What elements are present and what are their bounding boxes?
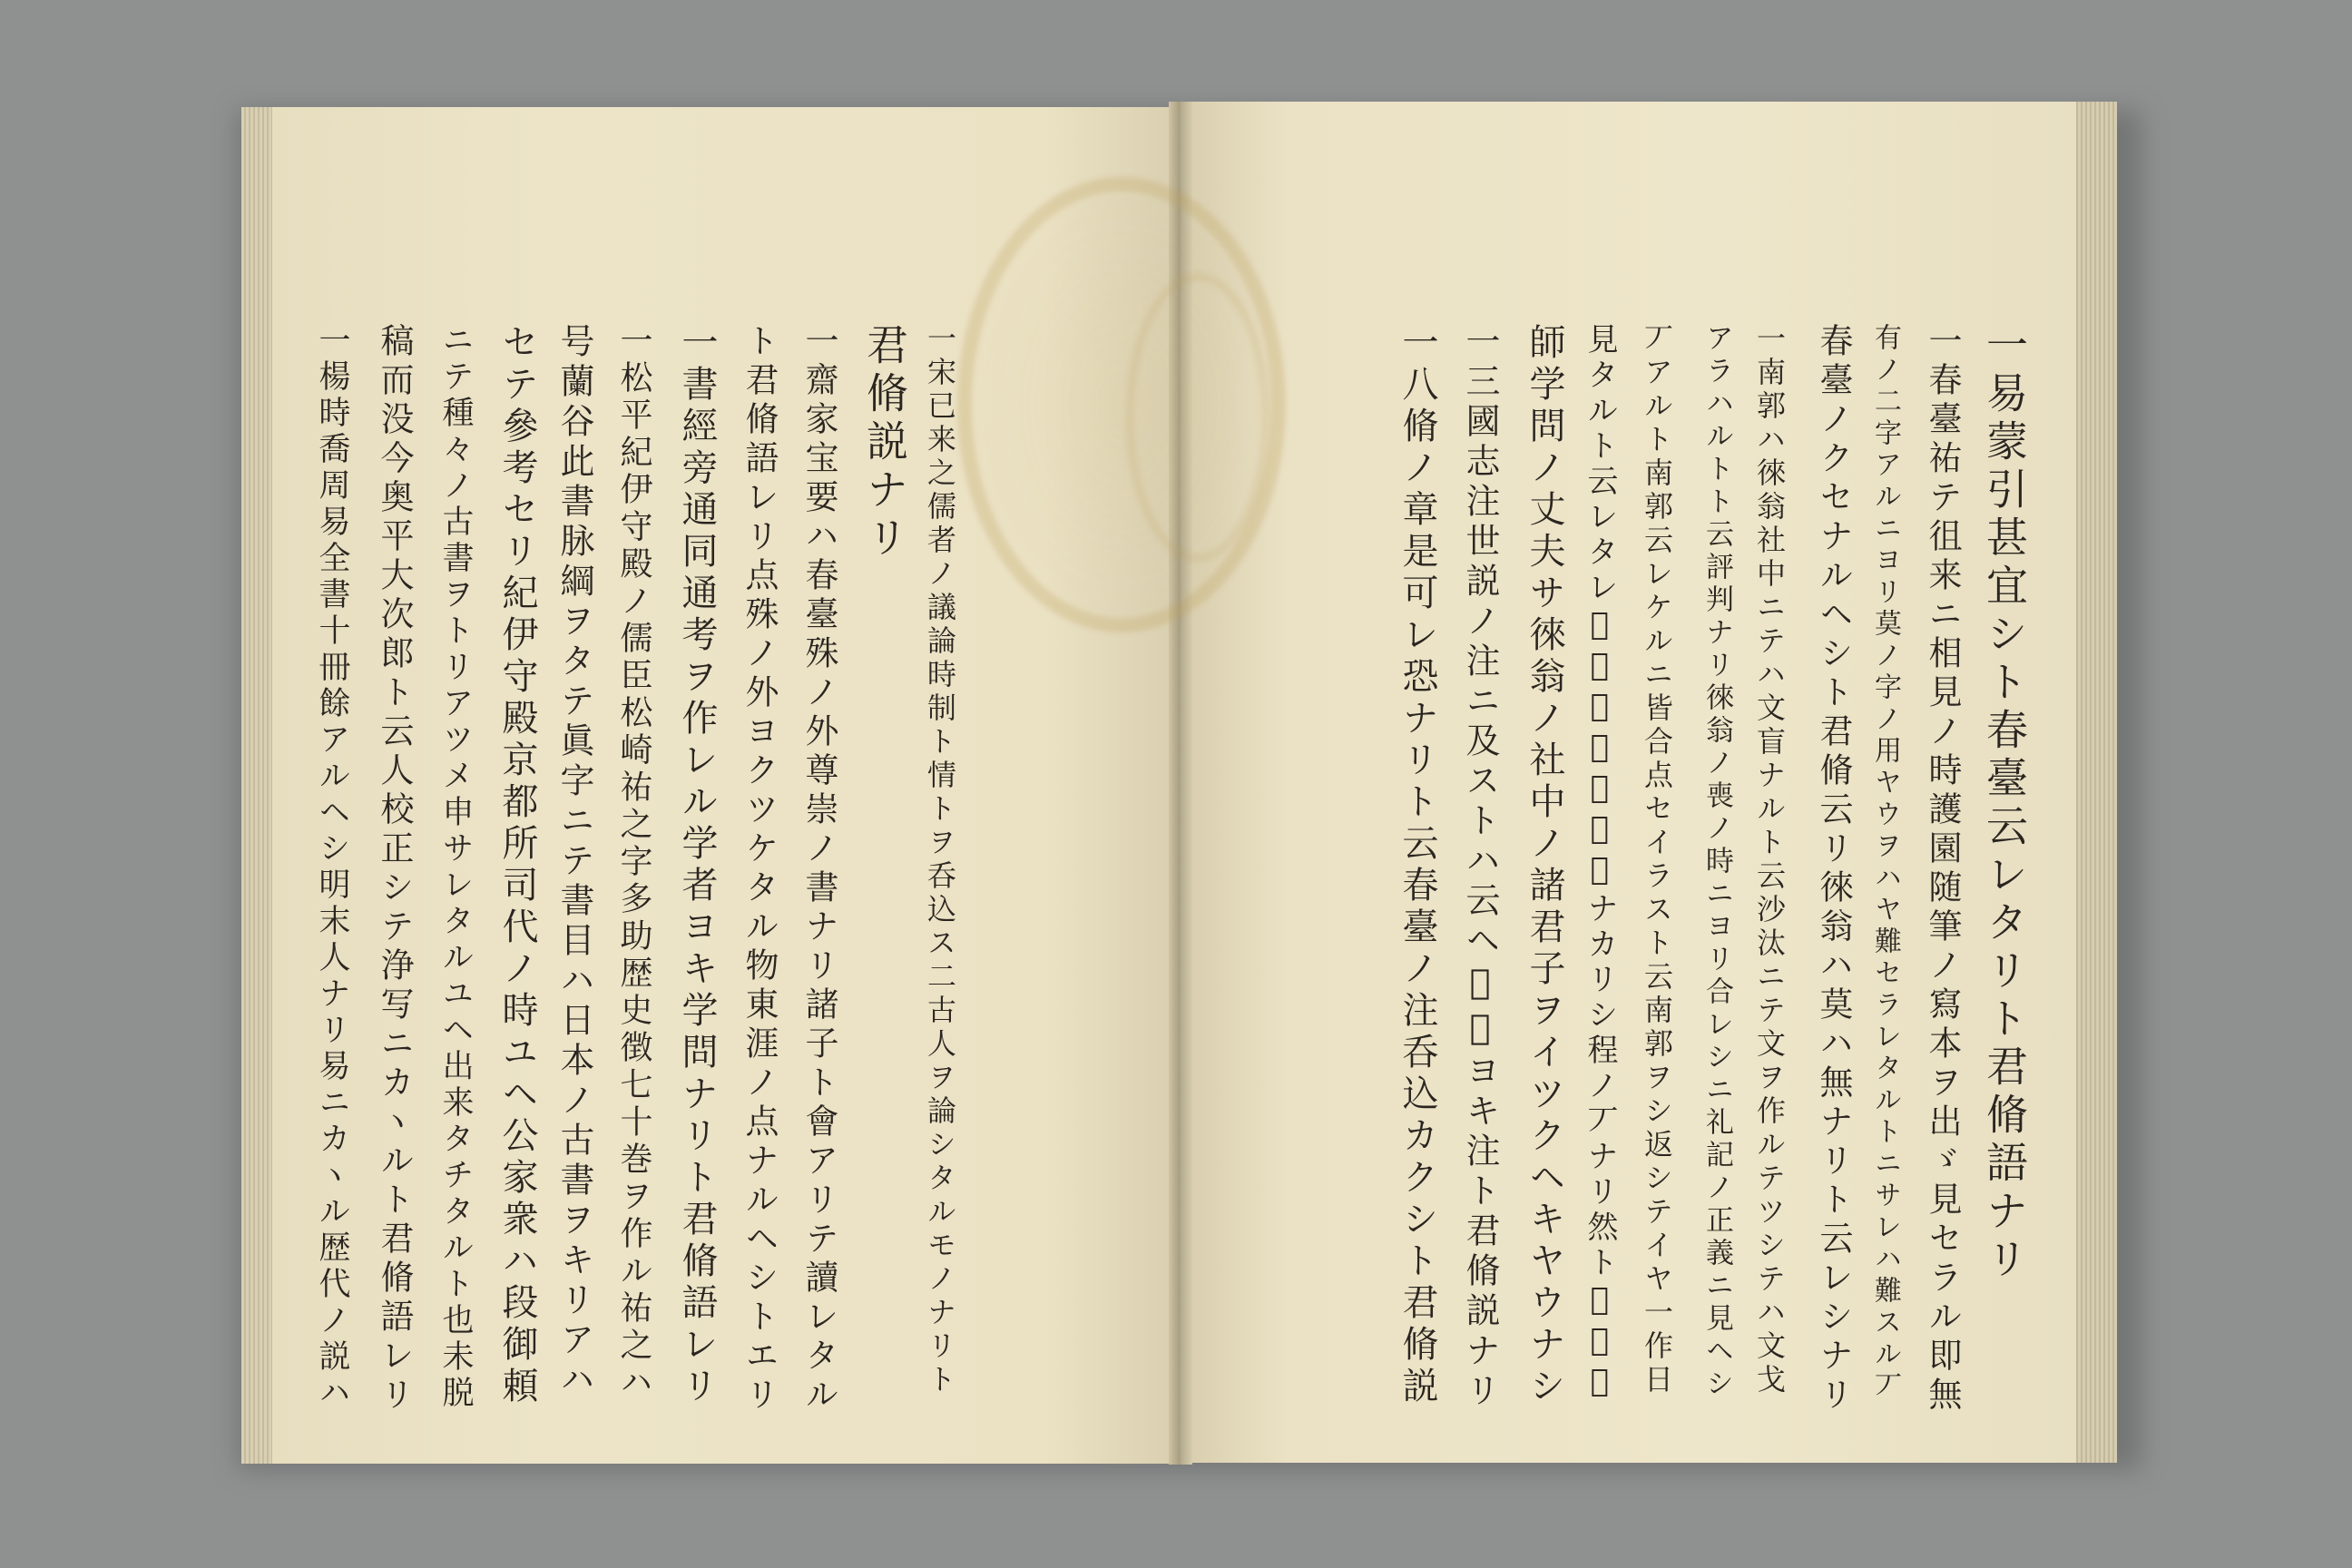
right-column-3: 有ノ二字アルニヨリ莫ノ字ノ用ヤウヲハヤ難セラレタルトニサレハ難スル丆	[1869, 323, 1901, 1403]
left-column-10: 稿而没今奥平大次郎ト云人校正シテ浄写ニカヽルト君脩語レリ	[375, 323, 414, 1416]
left-column-5: 一書經旁通同通考ヲ作レル学者ヨキ学問ナリト君脩語レリ	[676, 323, 718, 1408]
left-column-9: ニテ種々ノ古書ヲトリアツメ申サレタルユヘ出来タチタルト也未脱	[437, 323, 474, 1412]
left-column-1: 一宋已来之儒者ノ議論時制ト情トヲ呑込ス二古人ヲ論シタルモノナリト	[923, 323, 957, 1397]
left-column-2: 君脩説ナリ	[860, 323, 909, 564]
right-column-5: 一南郭ハ徠翁社中ニテハ文盲ナルト云沙汰ニテ文ヲ作ルテツシテハ文戈	[1752, 323, 1787, 1397]
left-column-11: 一楊時喬周易全書十冊餘アルヘシ明末人ナリ易ニカヽル歴代ノ説ハ	[314, 323, 350, 1412]
left-column-3: 一齋家宝要ハ春臺殊ノ外尊崇ノ書ナリ諸子ト會アリテ讀レタル	[799, 323, 838, 1416]
right-column-10: 一三國志注世説ノ注ニ及ストハ云ヘ𪜈甚ヨキ注ト君脩説ナリ	[1460, 323, 1500, 1412]
water-stain-inner	[1125, 272, 1270, 563]
right-column-11: 一八脩ノ章是可レ恐ナリト云春臺ノ注呑込カクシト君脩説	[1396, 323, 1438, 1408]
right-column-1: 一易蒙引甚宜シト春臺云レタリト君脩語ナリ	[1980, 323, 2029, 1285]
right-column-9: 師学問ノ丈夫サ徠翁ノ社中ノ諸君子ヲイツクヘキヤウナシ	[1524, 323, 1565, 1408]
right-page-edges	[2073, 102, 2117, 1463]
right-column-8: 見タルト云レタレ𪜈皆諸名子合点ナカリシ程ノ丆ナリ然ト𪜈南郭	[1582, 323, 1618, 1404]
right-column-6: アラハルトト云評判ナリ徠翁ノ喪ノ時ニヨリ合レシニ礼記ノ正義ニ見ヘシ	[1700, 323, 1733, 1401]
left-column-8: セテ參考セリ紀伊守殿京都所司代ノ時ユヘ公家衆ハ段御頼	[496, 323, 538, 1408]
left-column-6: 一松平紀伊守殿ノ儒臣松崎祐之字多助歴史徴七十巻ヲ作ル祐之ハ	[615, 323, 652, 1402]
right-column-4: 春臺ノクセナルヘシト君脩云リ徠翁ハ莫ハ無ナリト云レシナリ	[1814, 323, 1853, 1416]
right-column-7: 丆アルト南郭云レケルニ皆合点セイラスト云南郭ヲシ返シテイヤ一作日	[1640, 323, 1674, 1397]
left-column-4: ト君脩語レリ点殊ノ外ヨクツケタル物東涯ノ点ナルヘシトエリ	[740, 323, 779, 1416]
left-column-7: 号蘭谷此書脉綱ヲタテ眞字ニテ書目ハ日本ノ古書ヲキリアハ	[554, 323, 594, 1401]
right-column-2: 一春臺祐テ徂来ニ相見ノ時護園随筆ノ寫本ヲ出ゞ見セラル即無	[1923, 323, 1962, 1416]
